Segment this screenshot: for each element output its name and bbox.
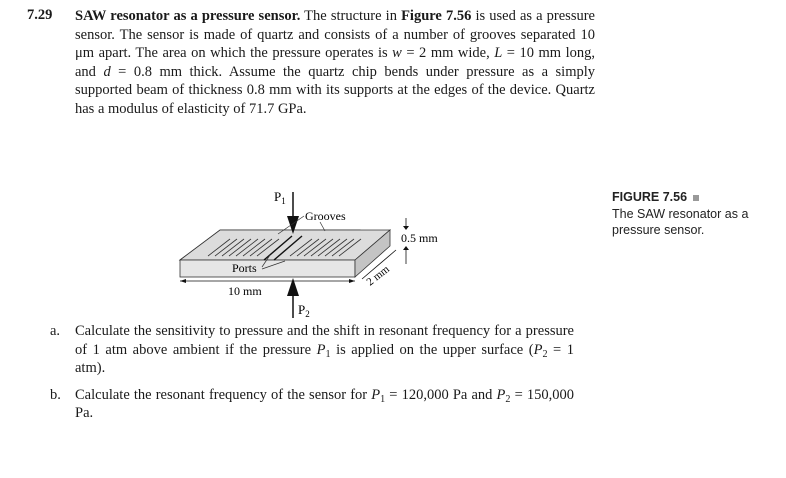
statement-text: The structure in (300, 8, 402, 24)
statement-text: = 0.8 mm thick. Assume the quartz chip bends under pressure as a simply supported beam of thickness 0.8 mm with its supports at the edges of the device. Quartz has a modulus of elasticity of 71.7 GPa. (75, 63, 595, 117)
statement-text: = 10 mm long, and (75, 45, 595, 80)
var-p2: P (533, 341, 543, 358)
var-d: d (103, 63, 111, 80)
problem-statement (75, 7, 595, 119)
sub-questions (50, 322, 574, 431)
width-label: 2 mm (364, 263, 392, 289)
item-label: b. (50, 386, 61, 403)
question-a (50, 322, 574, 378)
item-label: a. (50, 323, 61, 339)
var-w: w (392, 45, 402, 62)
statement-text: = 2 mm wide, (401, 45, 495, 62)
problem-title: SAW resonator as a pressure sensor. (75, 8, 301, 24)
caption-text: The SAW resonator as a pressure sensor. (612, 206, 749, 237)
item-text: is applied on the upper surface ( (330, 341, 534, 358)
length-label: 10 mm (228, 284, 262, 298)
sub: 2 (542, 348, 548, 360)
figure-label: FIGURE 7.56 (612, 190, 688, 204)
statement-text: is used as a pressure sensor. The sensor is made of quartz and consists of a number of grooves separated 10 μm apart. The area on which the pressure operates is (75, 8, 595, 62)
figure-reference: Figure 7.56 (401, 8, 472, 24)
sub: 2 (505, 393, 511, 405)
var-L: L (494, 45, 503, 62)
item-text: = 150,000 Pa. (75, 386, 574, 422)
saw-resonator-figure (170, 182, 460, 322)
item-text: = 120,000 Pa and (385, 386, 497, 403)
item-text: Calculate the sensitivity to pressure and the shift in resonant frequency for a pressure of 1 atm above ambient if the pressure (75, 323, 574, 358)
item-text: Calculate the resonant frequency of the sensor for (75, 386, 372, 403)
var-p2: P (496, 386, 506, 403)
question-b (50, 386, 574, 423)
var-p1: P (371, 386, 381, 403)
p2-label: $P_2$ (298, 302, 310, 319)
ports-label: Ports (232, 261, 257, 275)
var-p1: P (316, 341, 326, 358)
thickness-label: 0.5 mm (401, 231, 438, 245)
grooves-label: Grooves (305, 209, 346, 223)
sub: 1 (380, 393, 386, 405)
p1-label: $P_1$ (274, 189, 286, 206)
problem-number: 7.29 (27, 7, 53, 23)
figure-caption (612, 189, 772, 239)
sub: 1 (325, 348, 331, 360)
item-text: = 1 atm). (75, 341, 575, 377)
square-bullet-icon (693, 195, 699, 201)
